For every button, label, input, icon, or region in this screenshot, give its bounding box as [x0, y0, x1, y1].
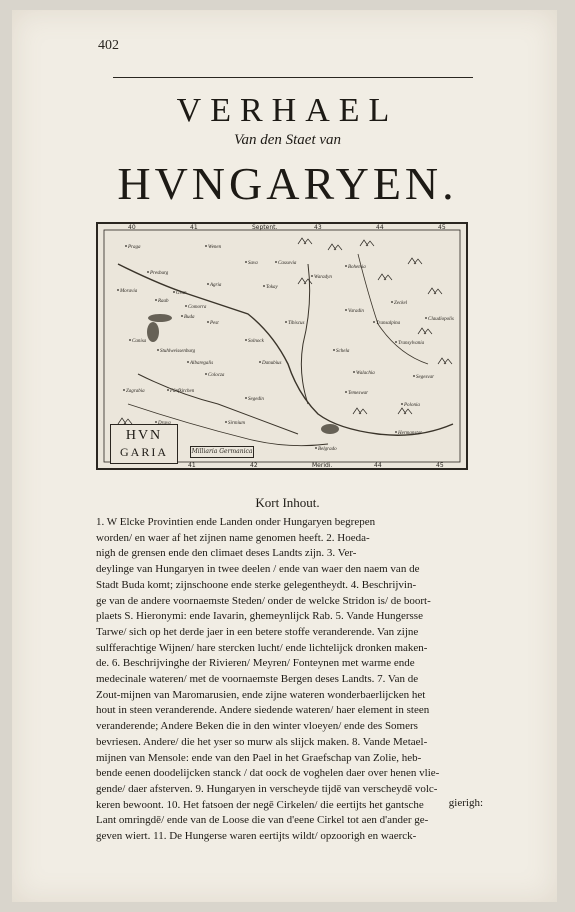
cartouche-line2: GARIA	[120, 445, 168, 459]
map-degree-label: 41	[190, 224, 198, 231]
map-place-label: Transalpina	[376, 321, 401, 326]
map-place-label: Colocza	[208, 373, 225, 378]
map-place-label: Gran	[176, 291, 187, 296]
mountain-symbol	[353, 408, 367, 414]
map-place-label: Raab	[158, 299, 169, 304]
map-town-dot	[155, 299, 157, 301]
text-line: sulfferachtige Wijnen/ hare stercken lucht/ ende lichtelijck dronken maken-	[96, 641, 428, 654]
map-place-label: Pest	[210, 321, 219, 326]
map-place-label: Buda	[184, 315, 195, 320]
map-degree-label: 44	[374, 462, 382, 468]
map-place-label: Tokay	[266, 285, 278, 290]
map-place-label: Zagrabia	[126, 389, 145, 394]
map-town-dot	[345, 391, 347, 393]
mountain-symbol	[328, 244, 342, 250]
text-line: medecinale wateren/ met de voornaemste Bergen deses Landts. 7. Van de	[96, 673, 419, 686]
map-degree-label: 42	[250, 462, 258, 468]
map-place-label: Temeswar	[348, 391, 369, 396]
map-degree-label: 45	[436, 462, 444, 468]
map-degree-label: 40	[128, 224, 136, 231]
text-line: worden/ en waer af het zijnen name genomen heeft. 2. Hoeda-	[96, 531, 370, 544]
map-town-dot	[263, 285, 265, 287]
text-line: Stadt Buda komt; zijnschoone ende sterke gelegentheydt. 4. Beschrijvin-	[96, 578, 417, 591]
map-place-label: Walachia	[356, 371, 375, 376]
map-place-label: Segesvar	[416, 375, 435, 380]
text-line: nigh de grensen ende den climaet deses Landts zijn. 3. Ver-	[96, 547, 357, 560]
text-line: hout in steen veranderende. Andere siedende wateren/ haer element in steen	[96, 704, 430, 717]
map-place-label: Fünfkirchen	[170, 389, 195, 394]
map-town-dot	[181, 315, 183, 317]
map-degree-label: Meridi.	[312, 462, 333, 468]
map-place-label: Solnock	[248, 339, 264, 344]
page-number: 402	[98, 38, 119, 53]
map-town-dot	[345, 265, 347, 267]
map-place-label: Stuhlweissenburg	[160, 349, 196, 354]
header-rule	[113, 77, 473, 78]
cartouche-line1: HVN	[125, 428, 163, 443]
catchword: gierigh:	[448, 797, 483, 809]
map-place-label: Belgrado	[318, 447, 337, 452]
mountain-symbol	[360, 240, 374, 246]
map-town-dot	[207, 283, 209, 285]
map-town-dot	[315, 447, 317, 449]
text-line: plaets S. Hieronymi: ende Iavarin, ghemeynlijck Rab. 5. Vande Hungersse	[96, 610, 423, 623]
mountain-symbol	[378, 274, 392, 280]
map-town-dot	[117, 289, 119, 291]
map-place-label: Praga	[128, 245, 141, 250]
map-town-dot	[311, 275, 313, 277]
map-place-label: Comorra	[188, 305, 207, 310]
map-place-label: Albaregalis	[190, 361, 214, 366]
mountain-symbol	[438, 358, 452, 364]
map-town-dot	[173, 291, 175, 293]
text-line: bevriesen. Andere/ die het yser so murw als slijck maken. 8. Vande Metael-	[96, 735, 428, 748]
text-line: mijnen van Mensole: ende van den Pael in het Graefschap van Zolie, heb-	[96, 751, 422, 764]
map-town-dot	[155, 421, 157, 423]
map-degree-label: 43	[314, 224, 322, 231]
text-line: deylinge van Hungaryen in twee deelen / ende van waer den naem van de	[96, 563, 420, 576]
map-town-dot	[401, 403, 403, 405]
map-place-label: Segedin	[248, 397, 264, 402]
map-town-dot	[225, 421, 227, 423]
text-line: 1. W Elcke Provintien ende Landen onder Hungaryen begrepen	[96, 516, 376, 528]
text-line: ge van de andere voornaemste Steden/ onder de welcke Stridon is/ de boort-	[96, 594, 431, 607]
summary-text	[96, 515, 484, 845]
map-place-label: Sirmium	[228, 421, 245, 426]
map-place-label: Sava	[248, 261, 258, 266]
map-place-label: Moravia	[120, 289, 138, 294]
map-place-label: Bohemia	[348, 265, 366, 270]
text-line: Tarwe/ sich op het derde jaer in een betere stoffe veranderende. Van zijne	[96, 625, 419, 638]
map-place-label: Cassovia	[278, 261, 297, 266]
map-degree-label: 41	[188, 462, 196, 468]
text-line: veranderende; Andere Beken die in den winter vloeyen/ ende des Somers	[96, 720, 418, 733]
map-town-dot	[345, 309, 347, 311]
map-town-dot	[391, 301, 393, 303]
mountain-symbol	[418, 328, 432, 334]
map-place-label: Canisa	[132, 339, 147, 344]
map-town-dot	[125, 245, 127, 247]
map-town-dot	[425, 317, 427, 319]
map-town-dot	[245, 397, 247, 399]
map-degree-label: 45	[438, 224, 446, 231]
text-line: geven wiert. 11. De Hungerse waren eertijts wildt/ opzoorigh en waerck-	[96, 830, 417, 843]
map-town-dot	[413, 375, 415, 377]
map-town-dot	[147, 271, 149, 273]
text-line: Zout-mijnen van Maromarusien, ende zijne wateren wonderbaerlijcken het	[96, 688, 426, 701]
mountain-symbol	[298, 238, 312, 244]
map-town-dot	[333, 349, 335, 351]
title-subtitle: Van den Staet van	[233, 132, 342, 148]
map-place-label: Schela	[336, 349, 350, 354]
text-line: keren bewoont. 10. Het fatsoen der negē Cirkelen/ die eertijts het gantsche	[96, 798, 424, 811]
map-place-label: Hermanstat	[398, 431, 422, 436]
map-town-dot	[245, 261, 247, 263]
map-place-label: Wenen	[208, 245, 222, 250]
mountain-symbol	[428, 288, 442, 294]
map-place-label: Transylvania	[398, 341, 425, 346]
map-place-label: Danubius	[262, 361, 282, 366]
map-town-dot	[123, 389, 125, 391]
map-town-dot	[395, 341, 397, 343]
title-verhael: VERHAEL	[176, 92, 399, 129]
title-hungaryen: HVNGARYEN.	[117, 158, 458, 209]
map-town-dot	[285, 321, 287, 323]
mountain-symbol	[408, 258, 422, 264]
map-town-dot	[373, 321, 375, 323]
map-town-dot	[275, 261, 277, 263]
map-cartouche	[110, 424, 178, 464]
map-place-label: Varadin	[348, 309, 364, 314]
map-degree-label: 44	[376, 224, 384, 231]
map-town-dot	[157, 349, 159, 351]
map-town-dot	[353, 371, 355, 373]
map-town-dot	[205, 373, 207, 375]
map-town-dot	[245, 339, 247, 341]
text-line: gende/ daer afsterven. 9. Hungaryen in verscheyde tijdē van verscheydē volc-	[96, 782, 438, 795]
mountain-symbol	[398, 408, 412, 414]
map-town-dot	[187, 361, 189, 363]
map-town-dot	[207, 321, 209, 323]
text-line: bende eenen doodelijcken stanck / dat oock de voghelen daer over henen vlie-	[96, 767, 440, 780]
map-place-label: Zeckel	[394, 301, 408, 306]
section-heading: Kort Inhout.	[255, 495, 320, 510]
map-scale-bar: Milliaria Germanica	[190, 446, 254, 458]
text-line: Lant omringdē/ ende van de Loose die van d'eene Cirkel tot aen d'ander ge-	[96, 814, 429, 827]
map-town-dot	[185, 305, 187, 307]
text-line: de. 6. Beschrijvinghe der Rivieren/ Meyren/ Fonteynen met warme ende	[96, 657, 415, 670]
map-town-dot	[395, 431, 397, 433]
map-degree-label: Septent.	[252, 224, 278, 231]
map-place-label: Claudiopolis	[428, 317, 454, 322]
map-place-label: Agria	[210, 283, 222, 288]
map-place-label: Polonia	[404, 403, 420, 408]
map-place-label: Waradyn	[314, 275, 332, 280]
map-town-dot	[205, 245, 207, 247]
map-town-dot	[167, 389, 169, 391]
map-place-label: Presburg	[150, 271, 169, 276]
map-place-label: Tibiscus	[288, 321, 305, 326]
map-town-dot	[129, 339, 131, 341]
map-town-dot	[259, 361, 261, 363]
